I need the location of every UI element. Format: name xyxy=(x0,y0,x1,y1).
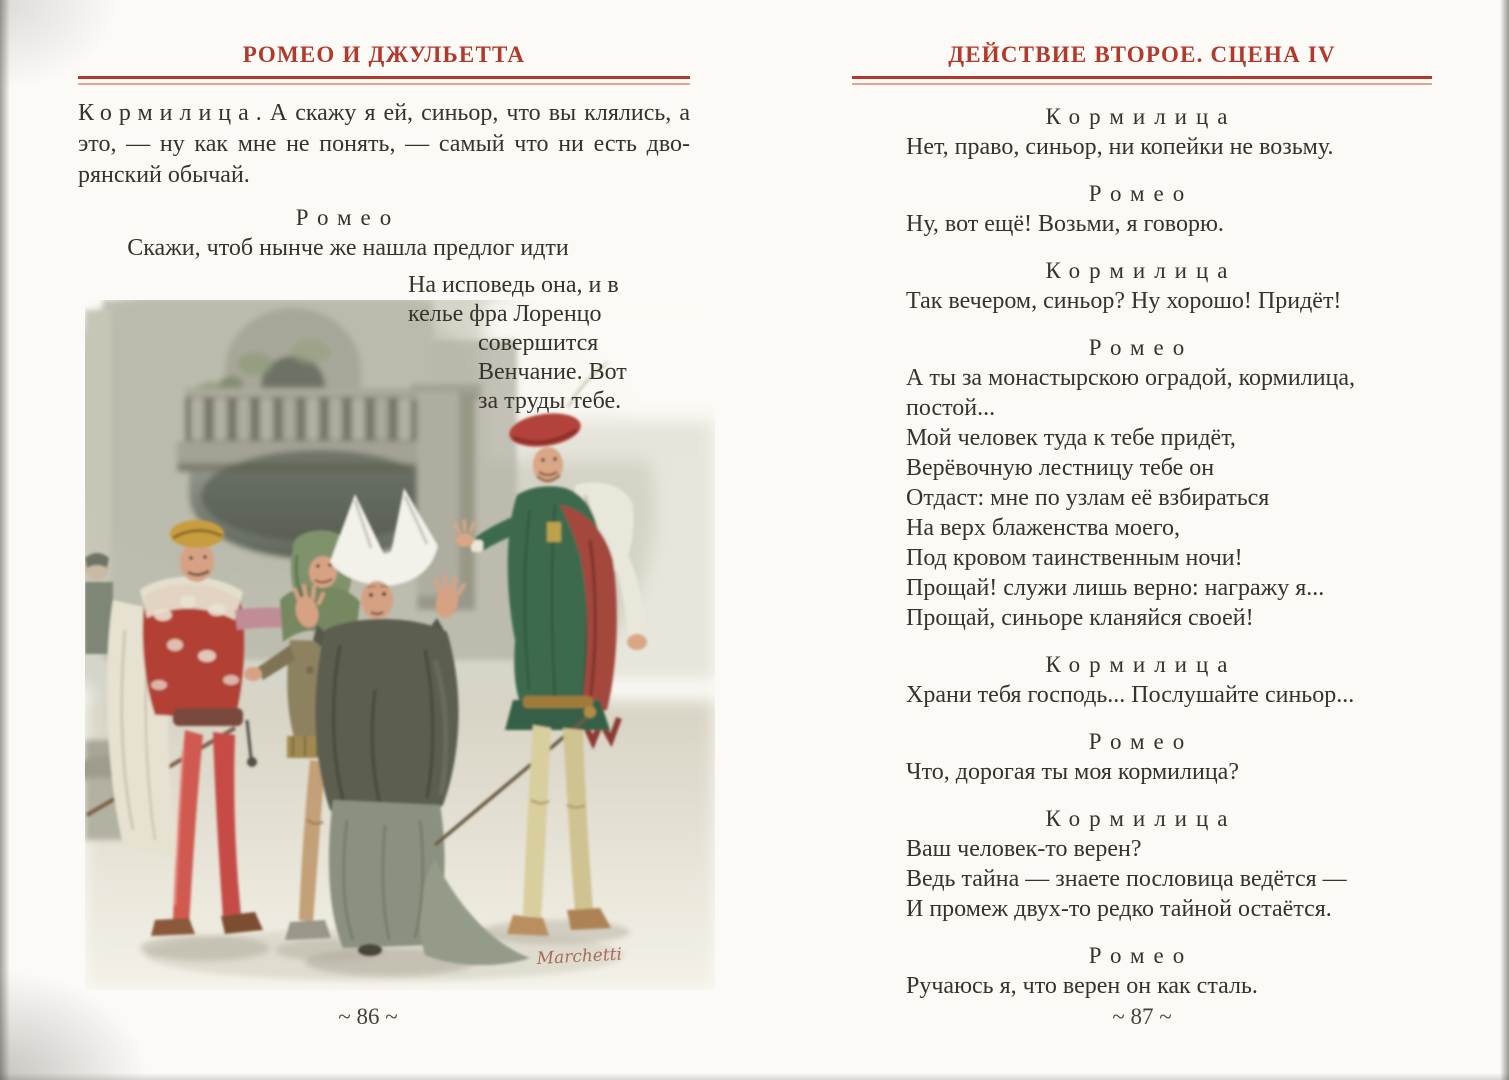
paragraph-line: рянский обычай. xyxy=(78,162,250,188)
verse-line: Ведь тайна — знаете пословица ведётся — xyxy=(906,866,1347,892)
verse-line: келье фра Лоренцо xyxy=(408,301,602,327)
shoe xyxy=(285,920,331,940)
dialogue-right xyxy=(906,102,1376,1001)
verse-line: Прощай, синьоре кланяйся своей! xyxy=(906,605,1254,631)
verse-line: Под кровом таинственным ночи! xyxy=(906,545,1243,571)
verse-line: А ты за монастырскою оградой, кормилица, xyxy=(906,365,1356,391)
verse-line: Верёвочную лестницу тебе он xyxy=(906,455,1215,481)
book-edge-shadow-bottom xyxy=(0,1073,1509,1080)
header-rule-right xyxy=(852,76,1432,85)
speaker-heading: Ромео xyxy=(1088,729,1194,754)
shoe xyxy=(507,915,549,936)
shoe xyxy=(151,918,195,936)
verse-line: Венчание. Вот xyxy=(478,359,627,385)
speaker-heading: Кормилица xyxy=(1045,806,1237,831)
verse-line: Так вечером, синьор? Ну хорошо! Придёт! xyxy=(906,288,1342,314)
book-corner-shadow xyxy=(0,0,120,90)
running-head-left: РОМЕО И ДЖУЛЬЕТТА xyxy=(242,42,526,67)
paragraph-line: это, — ну как мне не понять, — самый что ни есть дво- xyxy=(78,131,690,157)
speaker-heading: Ромео xyxy=(1088,943,1194,968)
speaker-heading: Кормилица xyxy=(1045,104,1237,129)
paragraph-text: . А скажу я ей, синьор, что вы клялись, а xyxy=(255,100,690,126)
verse-line: Что, дорогая ты моя кормилица? xyxy=(906,759,1239,785)
speaker-heading: Кормилица xyxy=(1045,258,1237,283)
running-head-right: ДЕЙСТВИЕ ВТОРОЕ. СЦЕНА IV xyxy=(948,42,1336,67)
speaker-heading: Ромео xyxy=(1088,181,1194,206)
page-number-left: ~ 86 ~ xyxy=(338,1004,398,1029)
speaker-heading: Ромео xyxy=(295,205,401,230)
romeo-speech-left xyxy=(78,203,618,264)
paragraph-line xyxy=(78,98,690,129)
speaker-heading: Кормилица xyxy=(1045,652,1237,677)
verse-line: Прощай! служи лишь верно: награжу я... xyxy=(906,575,1325,601)
verse-line: Мой человек туда к тебе придёт, xyxy=(906,425,1236,451)
verse-line: Нет, право, синьор, ни копейки не возьму. xyxy=(906,134,1334,160)
page-number-right: ~ 87 ~ xyxy=(1112,1004,1172,1029)
verse-line: И промеж двух-то редко тайной остаётся. xyxy=(906,896,1332,922)
book-edge-shadow-left xyxy=(0,0,10,1080)
verse-line: постой... xyxy=(906,395,996,421)
verse-line: Ваш человек-то верен? xyxy=(906,836,1142,862)
verse-line: Ручаюсь я, что верен он как сталь. xyxy=(906,973,1258,999)
verse-line: Ну, вот ещё! Возьми, я говорю. xyxy=(906,211,1224,237)
verse-line: На исповедь она, и в xyxy=(408,272,619,298)
nurse-paragraph xyxy=(78,98,690,191)
verse-line: Скажи, чтоб нынче же нашла предлог идти xyxy=(127,235,569,261)
page-right xyxy=(852,40,1432,1001)
verse-line: совершится xyxy=(478,330,599,356)
speaker-heading: Ромео xyxy=(1088,335,1194,360)
verse-line: На верх блаженства моего, xyxy=(906,515,1181,541)
belt xyxy=(523,696,593,708)
artist-signature: Marchetti xyxy=(536,944,623,969)
book-edge-shadow-right xyxy=(1500,0,1509,1080)
verse-line: Храни тебя господь... Послушайте синьор... xyxy=(906,682,1355,708)
verse-line: Отдаст: мне по узлам её взбираться xyxy=(906,485,1270,511)
speaker-inline: Кормилица xyxy=(78,100,256,126)
verse-line: за труды тебе. xyxy=(478,388,622,414)
page-left xyxy=(78,40,690,264)
dark-mantle xyxy=(315,619,458,824)
header-rule-left xyxy=(78,76,690,85)
